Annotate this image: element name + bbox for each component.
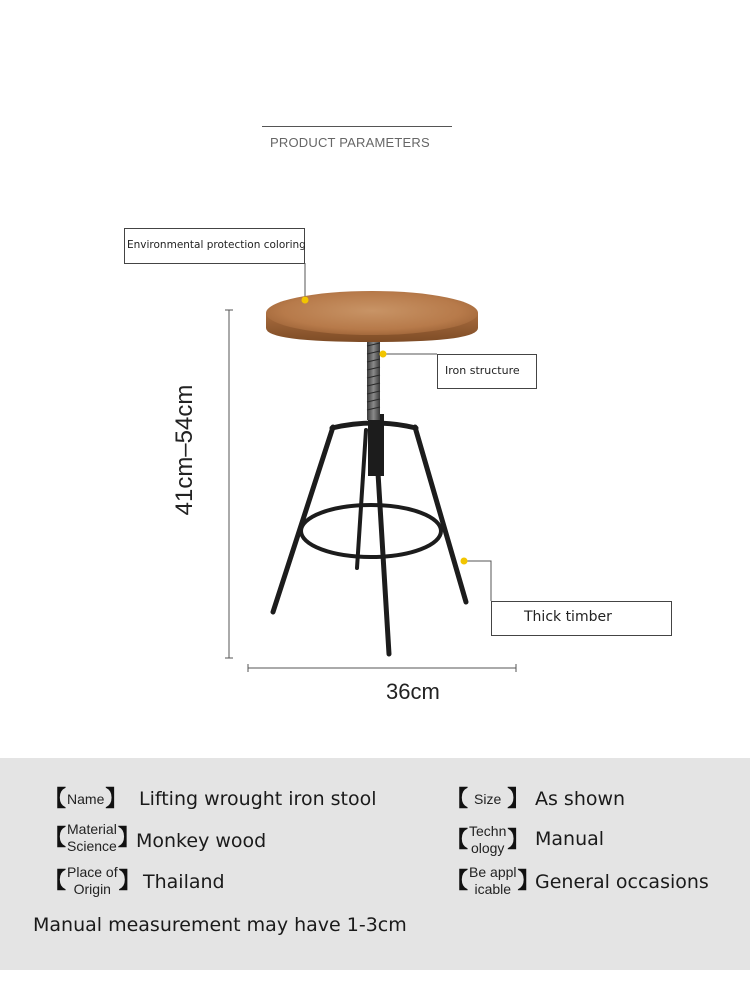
marker-dot (380, 351, 387, 358)
param-label-origin: 【 Place of Origin 】 (44, 864, 141, 897)
param-value-origin: Thailand (143, 871, 225, 893)
callout-label: Iron structure (445, 364, 520, 377)
height-dimension-label: 41cm–54cm (171, 384, 198, 516)
param-label-name: 【 Name 】 (44, 786, 128, 811)
param-value-size: As shown (535, 788, 626, 810)
param-value-name: Lifting wrought iron stool (139, 788, 377, 810)
param-label-applicable: 【 Be appl icable 】 (446, 864, 540, 897)
param-value-applicable: General occasions (535, 871, 709, 893)
marker-dot (461, 558, 468, 565)
callout-iron-structure (437, 354, 537, 389)
section-title: PRODUCT PARAMETERS (270, 135, 430, 150)
width-dimension-label: 36cm (386, 679, 440, 704)
param-label-size: 【 Size 】 (446, 786, 530, 811)
param-label-material: 【 Material Science 】 (44, 821, 140, 854)
param-label-technology: 【 Techn ology 】 (446, 823, 530, 856)
callout-environmental-coloring (124, 228, 305, 264)
param-value-technology: Manual (535, 828, 605, 850)
measurement-note: Manual measurement may have 1-3cm (33, 914, 407, 936)
callout-label: Environmental protection coloring (127, 239, 306, 251)
param-value-material: Monkey wood (136, 830, 267, 852)
callout-thick-timber (491, 601, 672, 636)
marker-dot (302, 297, 309, 304)
callout-label: Thick timber (524, 609, 612, 625)
